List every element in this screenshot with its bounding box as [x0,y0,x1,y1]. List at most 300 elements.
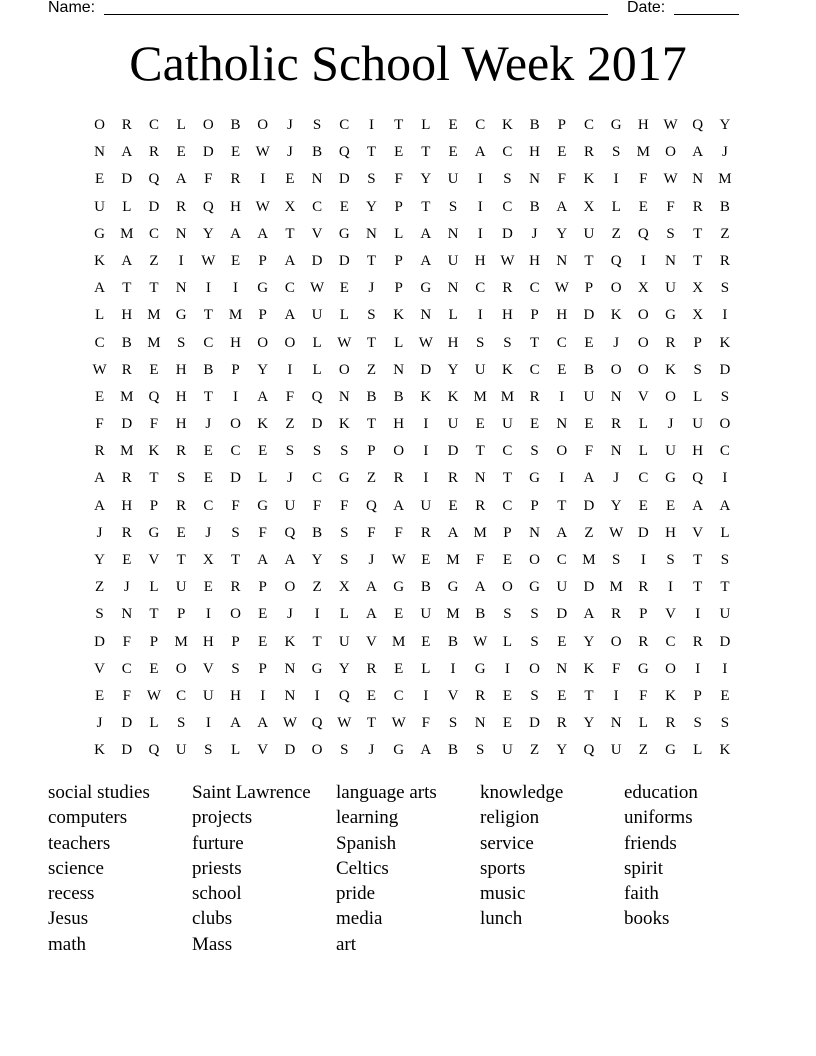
grid-letter[interactable]: M [120,225,134,242]
grid-letter[interactable]: U [202,687,214,704]
grid-letter[interactable]: I [477,171,483,188]
grid-letter[interactable]: D [121,171,133,188]
grid-letter[interactable]: Q [610,252,622,269]
grid-letter[interactable]: T [720,579,730,596]
grid-letter[interactable]: O [529,552,541,568]
grid-letter[interactable]: H [447,334,459,351]
grid-letter[interactable]: K [148,443,160,460]
grid-letter[interactable]: C [583,117,594,133]
grid-letter[interactable]: G [420,280,432,297]
grid-letter[interactable]: S [340,552,349,568]
grid-letter[interactable]: L [312,361,322,378]
grid-letter[interactable]: V [148,552,160,568]
grid-letter[interactable]: U [447,171,459,188]
grid-letter[interactable]: W [201,252,216,269]
grid-letter[interactable]: I [368,117,374,133]
grid-letter[interactable]: D [583,497,595,514]
grid-letter[interactable]: B [719,198,730,215]
grid-letter[interactable]: H [175,416,187,433]
grid-letter[interactable]: A [366,606,377,623]
grid-letter[interactable]: J [96,524,103,541]
grid-letter[interactable]: U [501,742,513,759]
grid-letter[interactable]: L [312,334,322,351]
grid-letter[interactable]: H [474,252,486,269]
grid-letter[interactable]: Q [311,388,323,405]
grid-letter[interactable]: D [148,198,160,215]
grid-letter[interactable]: S [340,742,349,759]
grid-letter[interactable]: O [637,361,649,378]
grid-letter[interactable]: P [231,361,240,378]
grid-letter[interactable]: C [502,198,513,215]
grid-letter[interactable]: Y [420,171,432,188]
grid-letter[interactable]: G [447,579,459,596]
grid-letter[interactable]: G [148,524,160,541]
grid-letter[interactable]: W [255,198,270,215]
grid-letter[interactable]: O [610,633,622,650]
grid-letter[interactable]: F [394,524,403,541]
grid-letter[interactable]: Z [366,470,377,487]
grid-letter[interactable]: A [257,552,269,568]
grid-letter[interactable]: L [502,633,512,650]
grid-letter[interactable]: C [529,361,540,378]
grid-letter[interactable]: E [258,633,268,650]
grid-letter[interactable]: T [421,144,431,161]
grid-letter[interactable]: L [258,470,268,487]
grid-letter[interactable]: H [121,307,133,324]
grid-letter[interactable]: P [394,198,403,215]
grid-letter[interactable]: M [147,307,161,324]
grid-letter[interactable]: D [311,416,323,433]
grid-letter[interactable]: B [312,144,323,161]
grid-letter[interactable]: C [475,280,486,297]
grid-letter[interactable]: S [285,443,295,460]
grid-letter[interactable]: F [666,198,675,215]
grid-letter[interactable]: N [284,660,296,677]
grid-letter[interactable]: U [338,633,350,650]
grid-letter[interactable]: D [284,742,296,759]
grid-letter[interactable]: A [420,252,432,269]
grid-letter[interactable]: D [556,606,568,623]
grid-letter[interactable]: X [284,198,296,215]
grid-letter[interactable]: J [205,416,212,433]
grid-letter[interactable]: O [665,660,676,677]
grid-letter[interactable]: M [446,606,460,623]
grid-letter[interactable]: K [420,388,432,405]
grid-letter[interactable]: R [611,416,622,433]
grid-letter[interactable]: D [529,715,541,732]
grid-letter[interactable]: N [284,687,296,704]
grid-letter[interactable]: R [366,660,377,677]
grid-letter[interactable]: E [285,171,295,188]
grid-letter[interactable]: J [286,606,293,623]
grid-letter[interactable]: B [393,388,404,405]
grid-letter[interactable]: I [668,579,674,596]
grid-letter[interactable]: V [692,524,704,541]
grid-letter[interactable]: I [287,361,293,378]
grid-letter[interactable]: U [284,497,296,514]
grid-letter[interactable]: S [204,742,213,759]
grid-letter[interactable]: F [312,497,322,514]
grid-letter[interactable]: L [149,715,159,732]
grid-letter[interactable]: T [312,633,322,650]
grid-letter[interactable]: Z [312,579,322,596]
grid-letter[interactable]: W [337,334,352,351]
grid-letter[interactable]: S [530,687,539,704]
grid-letter[interactable]: E [394,606,404,623]
grid-letter[interactable]: N [121,606,133,623]
grid-letter[interactable]: G [338,470,350,487]
grid-letter[interactable]: E [638,198,648,215]
grid-letter[interactable]: N [447,280,459,297]
grid-letter[interactable]: Q [148,742,160,759]
grid-letter[interactable]: M [500,388,515,405]
grid-letter[interactable]: F [584,443,594,460]
grid-letter[interactable]: J [368,552,375,568]
grid-letter[interactable]: S [340,524,349,541]
grid-letter[interactable]: W [92,361,107,378]
grid-letter[interactable]: F [611,660,621,677]
grid-letter[interactable]: E [394,144,404,161]
grid-letter[interactable]: D [202,144,214,161]
grid-letter[interactable]: Z [584,524,594,541]
grid-letter[interactable]: N [420,307,432,324]
grid-letter[interactable]: L [638,416,648,433]
grid-letter[interactable]: W [146,687,162,704]
grid-letter[interactable]: K [94,742,106,759]
grid-letter[interactable]: O [501,579,513,596]
grid-letter[interactable]: T [584,252,594,269]
grid-letter[interactable]: Y [610,497,622,514]
grid-letter[interactable]: O [257,117,269,133]
grid-letter[interactable]: E [176,524,186,541]
grid-letter[interactable]: A [175,171,187,188]
grid-letter[interactable]: A [393,497,405,514]
grid-letter[interactable]: T [149,470,159,487]
grid-letter[interactable]: R [121,117,132,133]
grid-letter[interactable]: I [722,470,728,487]
grid-letter[interactable]: L [122,198,132,215]
grid-letter[interactable]: R [638,633,649,650]
grid-letter[interactable]: A [230,225,241,242]
grid-letter[interactable]: A [692,497,704,514]
grid-letter[interactable]: A [692,144,704,161]
grid-letter[interactable]: C [502,443,513,460]
grid-letter[interactable]: J [613,470,620,487]
grid-letter[interactable]: H [121,497,133,514]
grid-letter[interactable]: S [720,715,730,732]
grid-letter[interactable]: E [421,633,431,650]
grid-letter[interactable]: E [230,144,241,161]
grid-letter[interactable]: E [638,497,648,514]
grid-letter[interactable]: Q [148,171,160,188]
grid-letter[interactable]: I [450,660,456,677]
grid-letter[interactable]: E [502,687,512,704]
grid-letter[interactable]: K [501,117,513,133]
grid-letter[interactable]: P [149,633,159,650]
grid-letter[interactable]: Q [338,687,350,704]
grid-letter[interactable]: U [420,497,432,514]
grid-letter[interactable]: S [231,524,240,541]
grid-letter[interactable]: C [719,443,730,460]
grid-letter[interactable]: A [94,497,106,514]
grid-letter[interactable]: F [258,524,267,541]
grid-letter[interactable]: G [474,660,486,677]
grid-letter[interactable]: S [367,171,376,188]
grid-letter[interactable]: R [665,334,676,351]
grid-letter[interactable]: M [636,144,651,161]
grid-letter[interactable]: L [95,307,105,324]
grid-letter[interactable]: E [149,361,159,378]
grid-letter[interactable]: E [557,687,567,704]
grid-letter[interactable]: I [477,307,483,324]
grid-letter[interactable]: E [394,660,404,677]
grid-letter[interactable]: N [529,524,541,541]
grid-letter[interactable]: R [529,388,540,405]
grid-letter[interactable]: O [610,361,622,378]
grid-letter[interactable]: R [611,606,622,623]
grid-letter[interactable]: W [473,633,488,650]
grid-letter[interactable]: G [94,225,106,242]
grid-letter[interactable]: C [502,497,513,514]
grid-letter[interactable]: T [530,334,540,351]
grid-letter[interactable]: U [719,606,731,623]
grid-letter[interactable]: U [583,225,595,242]
grid-letter[interactable]: A [420,742,432,759]
grid-letter[interactable]: G [665,742,676,759]
grid-letter[interactable]: F [122,687,131,704]
grid-letter[interactable]: O [94,117,106,133]
grid-letter[interactable]: P [693,334,702,351]
grid-letter[interactable]: H [501,307,513,324]
grid-letter[interactable]: O [719,416,731,433]
grid-letter[interactable]: H [529,144,541,161]
grid-letter[interactable]: C [339,117,350,133]
grid-letter[interactable]: H [393,416,405,433]
grid-letter[interactable]: K [719,742,731,759]
grid-letter[interactable]: A [121,252,133,269]
grid-letter[interactable]: Y [257,361,269,378]
grid-letter[interactable]: C [665,633,676,650]
grid-letter[interactable]: E [339,198,349,215]
grid-letter[interactable]: S [693,361,702,378]
grid-letter[interactable]: A [284,552,296,568]
grid-letter[interactable]: R [148,144,159,161]
grid-letter[interactable]: N [556,252,568,269]
grid-letter[interactable]: Y [556,742,568,759]
grid-letter[interactable]: U [474,361,486,378]
grid-letter[interactable]: N [338,388,350,405]
grid-letter[interactable]: A [583,470,595,487]
grid-letter[interactable]: G [257,497,269,514]
grid-letter[interactable]: E [448,497,458,514]
grid-letter[interactable]: Z [720,225,730,242]
grid-letter[interactable]: G [529,579,541,596]
grid-letter[interactable]: R [475,497,486,514]
grid-letter[interactable]: P [231,633,240,650]
grid-letter[interactable]: Q [583,742,595,759]
grid-letter[interactable]: D [230,470,241,487]
grid-letter[interactable]: Y [94,552,106,568]
grid-letter[interactable]: T [230,552,241,568]
grid-letter[interactable]: L [394,334,404,351]
grid-letter[interactable]: D [583,579,595,596]
grid-letter[interactable]: F [394,171,403,188]
grid-letter[interactable]: L [149,579,159,596]
grid-letter[interactable]: S [503,334,512,351]
grid-letter[interactable]: R [176,198,187,215]
grid-letter[interactable]: W [282,715,297,732]
grid-letter[interactable]: M [120,388,134,405]
grid-letter[interactable]: R [692,198,703,215]
grid-letter[interactable]: C [203,497,214,514]
grid-letter[interactable]: E [584,416,594,433]
grid-letter[interactable]: N [556,660,568,677]
grid-letter[interactable]: B [312,524,323,541]
grid-letter[interactable]: U [175,742,187,759]
grid-letter[interactable]: L [421,660,431,677]
grid-letter[interactable]: L [720,524,730,541]
grid-letter[interactable]: A [447,524,459,541]
grid-letter[interactable]: C [556,334,567,351]
grid-letter[interactable]: C [502,144,513,161]
grid-letter[interactable]: F [557,171,566,188]
grid-letter[interactable]: C [284,280,295,297]
grid-letter[interactable]: A [284,307,296,324]
grid-letter[interactable]: A [366,579,377,596]
grid-letter[interactable]: K [338,416,350,433]
grid-letter[interactable]: C [94,334,105,351]
grid-letter[interactable]: G [175,307,187,324]
grid-letter[interactable]: O [637,334,649,351]
grid-letter[interactable]: E [95,388,105,405]
grid-letter[interactable]: A [257,225,269,242]
grid-letter[interactable]: E [258,606,268,623]
grid-letter[interactable]: A [474,144,486,161]
grid-letter[interactable]: S [367,307,376,324]
grid-letter[interactable]: V [94,660,106,677]
grid-letter[interactable]: D [121,416,133,433]
grid-letter[interactable]: X [692,307,704,324]
grid-letter[interactable]: F [476,552,485,568]
grid-letter[interactable]: R [583,144,594,161]
grid-letter[interactable]: P [258,307,267,324]
grid-letter[interactable]: H [692,443,704,460]
grid-letter[interactable]: U [311,307,323,324]
grid-letter[interactable]: T [584,687,594,704]
grid-letter[interactable]: E [95,687,105,704]
grid-letter[interactable]: V [447,687,459,704]
grid-letter[interactable]: L [638,443,648,460]
grid-letter[interactable]: H [202,633,214,650]
grid-letter[interactable]: L [448,307,458,324]
grid-letter[interactable]: K [583,660,595,677]
grid-letter[interactable]: E [203,579,213,596]
grid-letter[interactable]: A [257,388,269,405]
grid-letter[interactable]: Z [611,225,621,242]
grid-letter[interactable]: E [502,715,512,732]
grid-letter[interactable]: D [719,633,731,650]
grid-letter[interactable]: F [149,416,159,433]
grid-letter[interactable]: H [637,117,649,133]
grid-letter[interactable]: U [175,579,187,596]
grid-letter[interactable]: H [230,687,241,704]
grid-letter[interactable]: I [205,280,211,297]
grid-letter[interactable]: I [314,606,320,623]
grid-letter[interactable]: C [475,117,486,133]
grid-letter[interactable]: T [693,579,703,596]
grid-letter[interactable]: U [692,416,704,433]
grid-letter[interactable]: V [202,660,214,677]
grid-letter[interactable]: T [394,117,404,133]
grid-letter[interactable]: T [149,280,159,297]
grid-letter[interactable]: T [693,552,703,568]
grid-letter[interactable]: K [501,361,513,378]
grid-letter[interactable]: P [584,280,594,297]
grid-letter[interactable]: G [610,117,622,133]
grid-letter[interactable]: S [231,660,240,677]
grid-letter[interactable]: E [149,660,159,677]
grid-letter[interactable]: K [284,633,296,650]
grid-letter[interactable]: D [501,225,513,242]
grid-letter[interactable]: A [257,715,269,732]
grid-letter[interactable]: R [475,687,486,704]
grid-letter[interactable]: D [338,171,350,188]
grid-letter[interactable]: K [665,361,676,378]
grid-letter[interactable]: U [665,443,676,460]
grid-letter[interactable]: Q [338,144,350,161]
grid-letter[interactable]: S [476,334,485,351]
grid-letter[interactable]: V [257,742,269,759]
grid-letter[interactable]: P [258,252,267,269]
grid-letter[interactable]: Y [202,225,214,242]
grid-letter[interactable]: O [311,742,323,759]
grid-letter[interactable]: S [95,606,104,623]
grid-letter[interactable]: A [121,144,133,161]
grid-letter[interactable]: P [394,252,403,269]
grid-letter[interactable]: R [502,280,513,297]
grid-letter[interactable]: T [693,252,703,269]
grid-letter[interactable]: S [476,742,485,759]
grid-letter[interactable]: D [121,715,133,732]
grid-letter[interactable]: Z [95,579,105,596]
grid-letter[interactable]: N [175,280,187,297]
grid-letter[interactable]: O [393,443,405,460]
grid-letter[interactable]: V [637,388,649,405]
grid-letter[interactable]: H [556,307,568,324]
grid-letter[interactable]: U [556,579,568,596]
grid-letter[interactable]: P [693,687,702,704]
grid-letter[interactable]: U [420,606,432,623]
grid-letter[interactable]: E [557,361,567,378]
grid-letter[interactable]: I [559,470,565,487]
grid-letter[interactable]: S [720,552,730,568]
grid-letter[interactable]: O [257,334,269,351]
grid-letter[interactable]: O [202,117,214,133]
grid-letter[interactable]: J [368,280,375,297]
grid-letter[interactable]: T [366,334,377,351]
grid-letter[interactable]: I [205,606,211,623]
grid-letter[interactable]: I [504,660,510,677]
grid-letter[interactable]: R [121,470,132,487]
grid-letter[interactable]: A [94,280,106,297]
grid-letter[interactable]: E [203,443,213,460]
grid-letter[interactable]: V [665,606,676,623]
grid-letter[interactable]: U [447,416,459,433]
grid-letter[interactable]: P [367,443,376,460]
grid-letter[interactable]: S [176,715,186,732]
grid-letter[interactable]: S [448,715,458,732]
grid-letter[interactable]: D [637,524,649,541]
